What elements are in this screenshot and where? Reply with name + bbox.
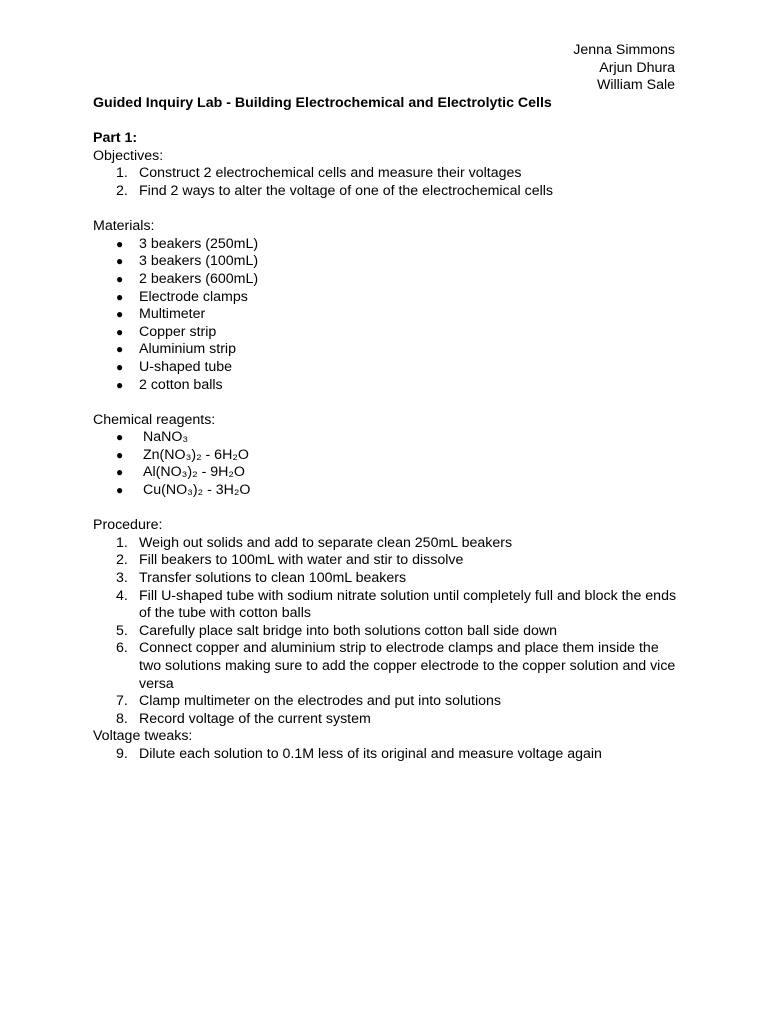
list-number: 1. <box>116 165 128 182</box>
procedure-step <box>93 570 683 588</box>
procedure-step <box>93 588 683 623</box>
bullet-icon: ● <box>116 483 124 498</box>
voltage-tweaks-list <box>93 746 683 764</box>
list-item-text: Aluminium strip <box>139 341 236 358</box>
list-item-text: NaNO₃ <box>143 429 189 446</box>
reagents-label: Chemical reagents: <box>93 411 216 428</box>
reagent-item <box>93 482 683 500</box>
list-item-text: Construct 2 electrochemical cells and measure their voltages <box>139 165 522 182</box>
voltage-tweak-step <box>93 746 683 764</box>
material-item <box>93 253 683 271</box>
author-name: William Sale <box>596 77 675 94</box>
list-item-text: Cu(NO₃)₂ - 3H₂O <box>143 482 251 499</box>
list-number: 6. <box>116 640 128 657</box>
list-number: 9. <box>116 745 128 762</box>
bullet-icon: ● <box>116 254 124 269</box>
materials-list <box>93 236 683 394</box>
material-item <box>93 377 683 395</box>
procedure-step <box>93 552 683 570</box>
list-item-text: Multimeter <box>139 306 206 323</box>
list-number: 8. <box>116 710 128 727</box>
material-item <box>93 359 683 377</box>
reagent-item <box>93 429 683 447</box>
bullet-icon: ● <box>116 289 124 304</box>
list-item-text: 3 beakers (100mL) <box>139 253 259 270</box>
list-item-text: Transfer solutions to clean 100mL beakers <box>139 570 407 587</box>
list-number: 1. <box>116 534 128 551</box>
document-title: Guided Inquiry Lab - Building Electrochemical and Electrolytic Cells <box>93 95 552 111</box>
bullet-icon: ● <box>116 342 124 357</box>
bullet-icon: ● <box>116 377 124 392</box>
list-number: 5. <box>116 622 128 639</box>
list-item-text: Copper strip <box>139 323 217 340</box>
material-item <box>93 236 683 254</box>
procedure-step <box>93 693 683 711</box>
material-item <box>93 341 683 359</box>
bullet-icon: ● <box>116 447 124 462</box>
list-item-text: 2 cotton balls <box>139 376 223 393</box>
objective-item <box>93 183 683 201</box>
list-item-text: Electrode clamps <box>139 288 248 305</box>
spacer <box>93 394 683 412</box>
objectives-list <box>93 165 683 200</box>
spacer <box>93 500 683 518</box>
procedure-step <box>93 711 683 729</box>
bullet-icon: ● <box>116 236 124 251</box>
list-item-text: Zn(NO₃)₂ - 6H₂O <box>143 446 249 463</box>
objectives-label: Objectives: <box>93 147 164 164</box>
author-name: Arjun Dhura <box>599 59 675 76</box>
list-number: 7. <box>116 693 128 710</box>
voltage-tweaks-label: Voltage tweaks: <box>93 728 193 745</box>
list-item-text: Connect copper and aluminium strip to electrode clamps and place them inside the two solutions making sure to add the copper electrode to the copper solution and vice versa <box>139 640 676 692</box>
list-item-text: 3 beakers (250mL) <box>139 235 259 252</box>
objective-item <box>93 165 683 183</box>
list-item-text: U-shaped tube <box>139 358 233 375</box>
materials-label: Materials: <box>93 218 155 235</box>
procedure-step <box>93 623 683 641</box>
list-item-text: Clamp multimeter on the electrodes and put into solutions <box>139 693 501 710</box>
bullet-icon: ● <box>116 271 124 286</box>
spacer <box>93 201 683 219</box>
procedure-label: Procedure: <box>93 517 163 534</box>
material-item <box>93 271 683 289</box>
bullet-icon: ● <box>116 307 124 322</box>
author-name: Jenna Simmons <box>573 42 675 58</box>
list-number: 2. <box>116 552 128 569</box>
list-item-text: Dilute each solution to 0.1M less of its original and measure voltage again <box>139 745 602 762</box>
part-heading: Part 1: <box>93 130 138 147</box>
bullet-icon: ● <box>116 324 124 339</box>
list-number: 3. <box>116 570 128 587</box>
material-item <box>93 306 683 324</box>
list-item-text: Fill beakers to 100mL with water and stir to dissolve <box>139 552 464 569</box>
reagents-list <box>93 429 683 499</box>
list-number: 2. <box>116 182 128 199</box>
list-item-text: Weigh out solids and add to separate clean 250mL beakers <box>139 534 513 551</box>
list-item-text: Carefully place salt bridge into both solutions cotton ball side down <box>139 622 557 639</box>
bullet-icon: ● <box>116 359 124 374</box>
list-item-text: Find 2 ways to alter the voltage of one of the electrochemical cells <box>139 182 554 199</box>
reagent-item <box>93 464 683 482</box>
procedure-step <box>93 535 683 553</box>
list-number: 4. <box>116 587 128 604</box>
material-item <box>93 324 683 342</box>
list-item-text: Fill U-shaped tube with sodium nitrate solution until completely full and block the ends of the tube with cotton balls <box>139 587 677 622</box>
procedure-step <box>93 640 683 693</box>
list-item-text: Al(NO₃)₂ - 9H₂O <box>143 464 245 481</box>
list-item-text: 2 beakers (600mL) <box>139 270 259 287</box>
bullet-icon: ● <box>116 430 124 445</box>
document-body <box>93 95 683 764</box>
list-item-text: Record voltage of the current system <box>139 710 371 727</box>
procedure-list <box>93 535 683 729</box>
bullet-icon: ● <box>116 465 124 480</box>
material-item <box>93 289 683 307</box>
author-list <box>573 42 675 95</box>
reagent-item <box>93 447 683 465</box>
